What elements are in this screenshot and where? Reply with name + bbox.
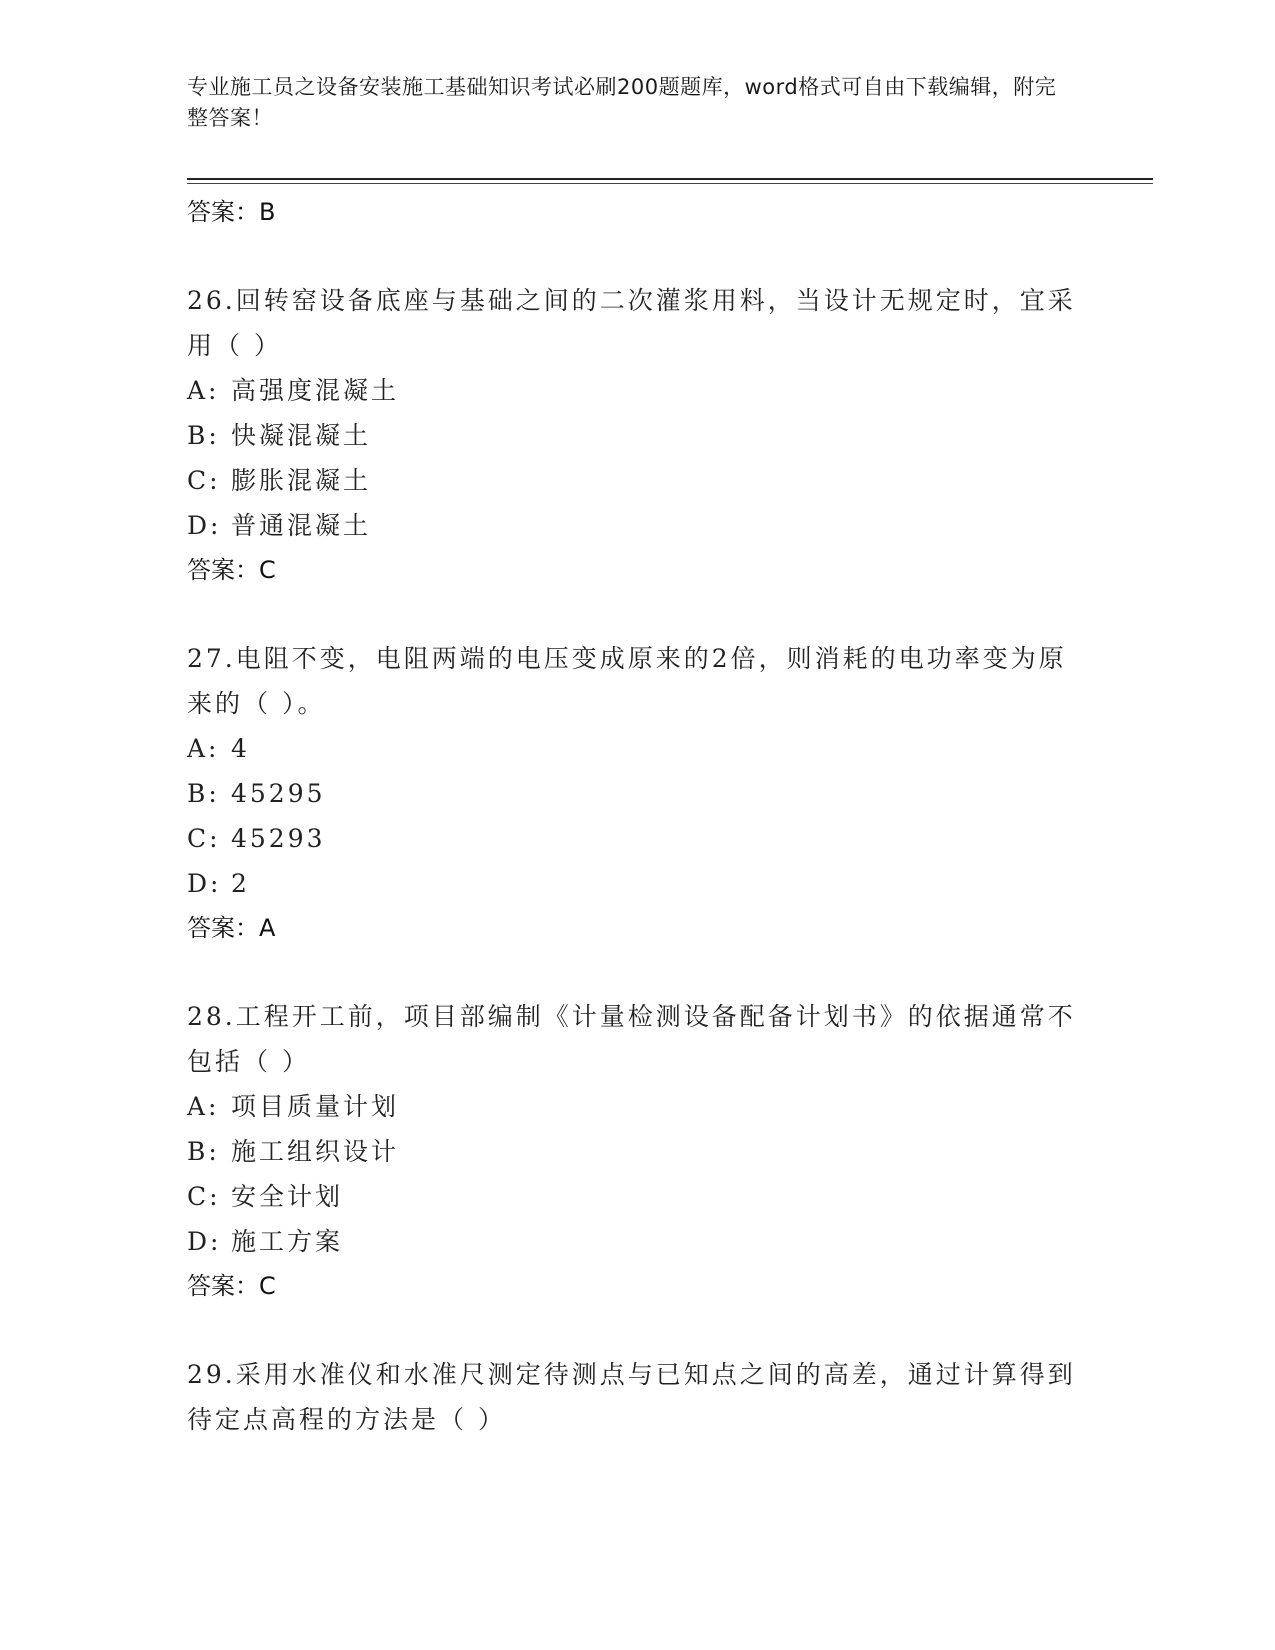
page-header: 专业施工员之设备安装施工基础知识考试必刷200题题库，word格式可自由下载编辑，附完整答案！ (187, 75, 1057, 130)
question-stem: 27.电阻不变，电阻两端的电压变成原来的2倍，则消耗的电功率变为原来的（ ）。 (187, 644, 1067, 718)
question-list (187, 190, 1087, 1442)
option-text: 安全计划 (231, 1182, 344, 1211)
option-key: C: (187, 824, 221, 853)
option-key: D: (187, 869, 222, 898)
option-text: 膨胀混凝土 (231, 466, 372, 495)
question-stem: 26.回转窑设备底座与基础之间的二次灌浆用料，当设计无规定时，宜采用（ ） (187, 286, 1076, 360)
option-key: C: (187, 466, 221, 495)
option-a (187, 1084, 1087, 1129)
question-stem: 29.采用水准仪和水准尺测定待测点与已知点之间的高差，通过计算得到待定点高程的方法是（ ） (187, 1360, 1076, 1434)
question-stem: 28.工程开工前，项目部编制《计量检测设备配备计划书》的依据通常不包括（ ） (187, 1002, 1076, 1076)
header-rule-thin (187, 183, 1153, 184)
question-29 (187, 1352, 1087, 1442)
option-c (187, 1174, 1087, 1219)
option-key: A: (187, 734, 220, 763)
answer-line: 答案：C (187, 1272, 276, 1300)
option-key: B: (187, 1137, 220, 1166)
option-text: 施工组织设计 (231, 1137, 400, 1166)
answer-line: 答案：C (187, 556, 276, 584)
option-text: 项目质量计划 (231, 1092, 400, 1121)
option-key: D: (187, 1227, 222, 1256)
option-d (187, 861, 1087, 906)
option-key: B: (187, 779, 220, 808)
option-key: D: (187, 511, 222, 540)
option-d (187, 1219, 1087, 1264)
option-a (187, 368, 1087, 413)
question-27 (187, 636, 1087, 950)
option-key: A: (187, 376, 220, 405)
option-d (187, 503, 1087, 548)
option-text: 施工方案 (231, 1227, 344, 1256)
option-b (187, 771, 1087, 816)
option-key: C: (187, 1182, 221, 1211)
option-c (187, 816, 1087, 861)
option-b (187, 1129, 1087, 1174)
option-text: 45295 (231, 779, 326, 808)
option-text: 普通混凝土 (231, 511, 372, 540)
option-text: 4 (231, 734, 250, 763)
option-c (187, 458, 1087, 503)
header-rule-thick (187, 178, 1153, 180)
question-26 (187, 278, 1087, 592)
answer-line: 答案：A (187, 914, 276, 942)
option-b (187, 413, 1087, 458)
option-text: 快凝混凝土 (231, 421, 372, 450)
option-text: 高强度混凝土 (231, 376, 400, 405)
option-key: A: (187, 1092, 220, 1121)
option-text: 2 (231, 869, 250, 898)
answer-line: 答案：B (187, 198, 276, 226)
option-key: B: (187, 421, 220, 450)
option-text: 45293 (231, 824, 326, 853)
option-a (187, 726, 1087, 771)
question-28 (187, 994, 1087, 1308)
